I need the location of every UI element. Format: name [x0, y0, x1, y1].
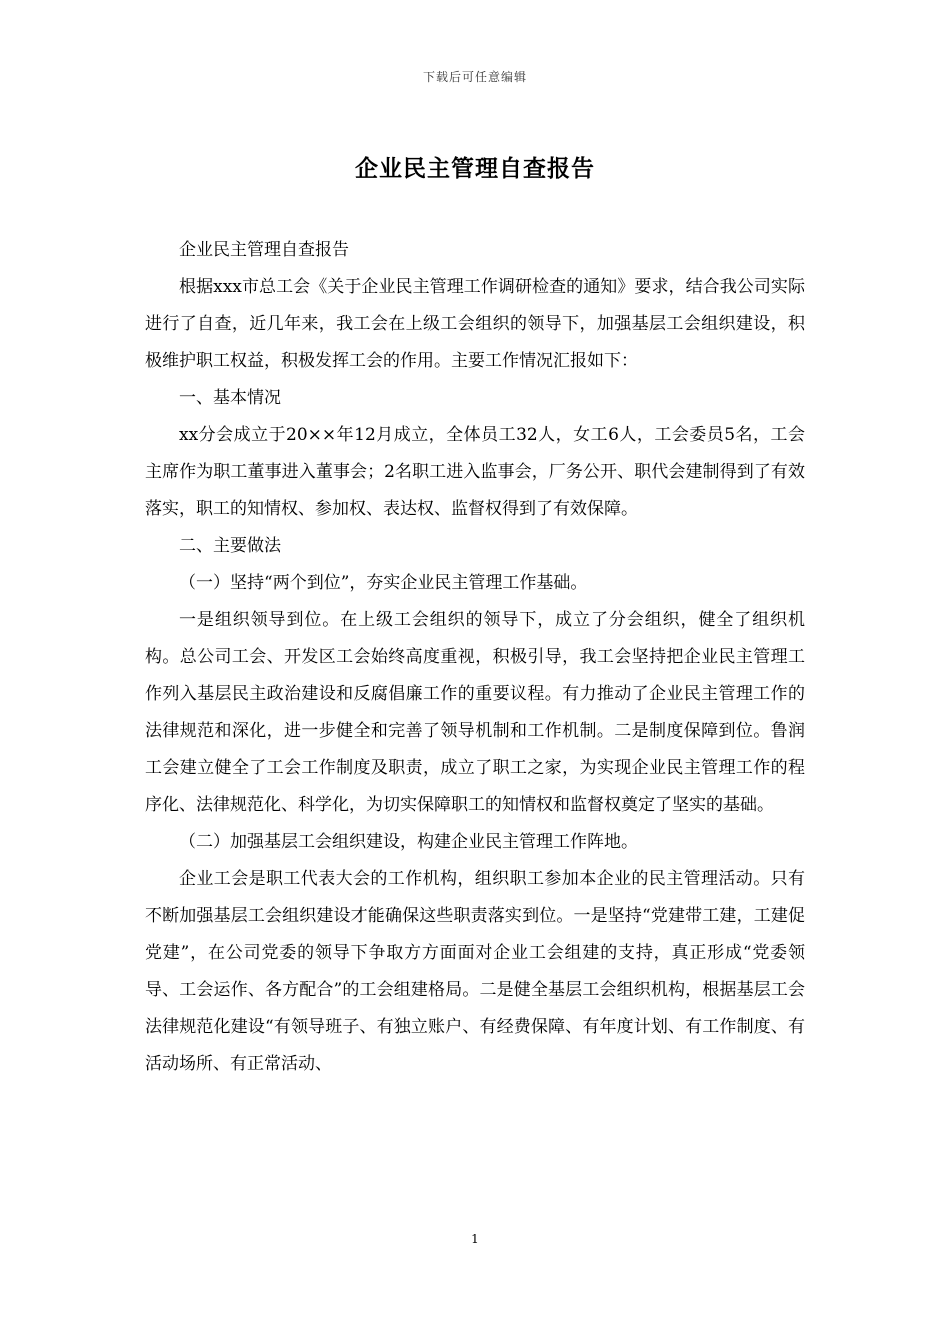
document-body	[145, 232, 805, 1083]
paragraph-intro: 根据xxx市总工会《关于企业民主管理工作调研检查的通知》要求，结合我公司实际进行了自查，近几年来，我工会在上级工会组织的领导下，加强基层工会组织建设，积极维护职工权益，积极发挥工会的作用。主要工作情况汇报如下：	[145, 277, 805, 371]
paragraph-practice-2: 企业工会是职工代表大会的工作机构，组织职工参加本企业的民主管理活动。只有不断加强基层工会组织建设才能确保这些职责落实到位。一是坚持“党建带工建，工建促党建”，在公司党委的领导下争取方方面面对企业工会组建的支持，真正形成“党委领导、工会运作、各方配合”的工会组建格局。二是健全基层工会组织机构，根据基层工会法律规范化建设“有领导班子、有独立账户、有经费保障、有年度计划、有工作制度、有活动场所、有正常活动、	[145, 869, 805, 1074]
subsection-heading-1: （一）坚持“两个到位”，夯实企业民主管理工作基础。	[179, 573, 588, 593]
subsection-heading-2: （二）加强基层工会组织建设，构建企业民主管理工作阵地。	[179, 832, 638, 852]
section-heading-basic: 一、基本情况	[179, 388, 281, 408]
section-heading-practices: 二、主要做法	[179, 536, 281, 556]
document-title: 企业民主管理自查报告	[355, 156, 595, 182]
paragraph-basic-info: xx分会成立于20××年12月成立，全体员工32人，女工6人，工会委员5名，工会主席作为职工董事进入董事会；2名职工进入监事会，厂务公开、职代会建制得到了有效落实，职工的知情权、参加权、表达权、监督权得到了有效保障。	[145, 425, 805, 519]
paragraph-practice-1: 一是组织领导到位。在上级工会组织的领导下，成立了分会组织，健全了组织机构。总公司工会、开发区工会始终高度重视，积极引导，我工会坚持把企业民主管理工作列入基层民主政治建设和反腐倡廉工作的重要议程。有力推动了企业民主管理工作的法律规范和深化，进一步健全和完善了领导机制和工作机制。二是制度保障到位。鲁润工会建立健全了工会工作制度及职责，成立了职工之家，为实现企业民主管理工作的程序化、法律规范化、科学化，为切实保障职工的知情权和监督权奠定了坚实的基础。	[145, 610, 805, 815]
page-number: 1	[471, 1232, 479, 1246]
header-note: 下载后可任意编辑	[422, 70, 527, 84]
paragraph-subtitle: 企业民主管理自查报告	[179, 240, 349, 260]
